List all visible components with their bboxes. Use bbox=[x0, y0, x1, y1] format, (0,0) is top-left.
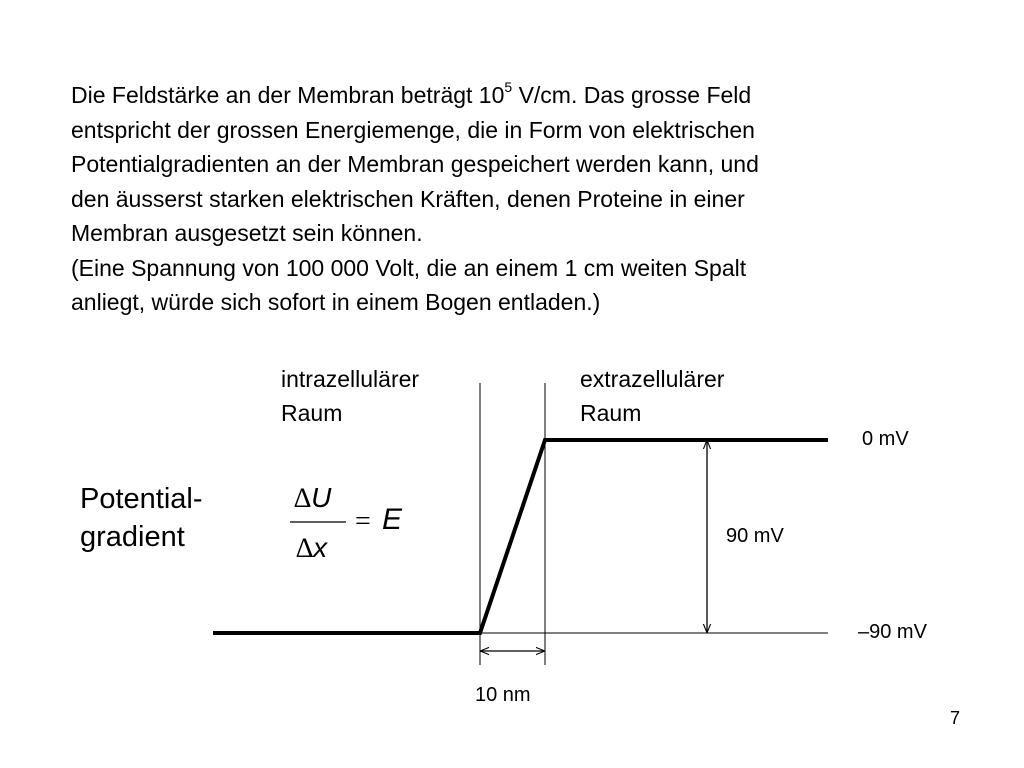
exponent: 5 bbox=[504, 79, 513, 96]
paragraph-line-1: Die Feldstärke an der Membran beträgt $10^5$ V/cm. Das grosse Feld bbox=[71, 79, 752, 108]
potential-gradient-label: Potential- gradient bbox=[80, 483, 203, 553]
paragraph-line-2: entspricht der grossen Energiemenge, die in Form von elektrischen bbox=[71, 116, 755, 143]
paragraph-line-4: den äusserst starken elektrischen Kräften, denen Proteine in einer bbox=[71, 185, 745, 212]
intracellular-label: intrazellulärer Raum bbox=[281, 366, 420, 426]
extracellular-label: extrazellulärer Raum bbox=[580, 366, 725, 426]
paragraph-line-5: Membran ausgesetzt sein können. bbox=[71, 220, 423, 246]
formula-result: E bbox=[382, 503, 403, 536]
formula-numerator: ∆U bbox=[294, 482, 332, 514]
difference-label: 90 mV bbox=[726, 525, 784, 547]
page-number: 7 bbox=[950, 708, 961, 728]
paragraph-line-3: Potentialgradienten an der Membran gespeichert werden kann, und bbox=[71, 151, 759, 177]
formula-equals: = bbox=[355, 506, 371, 537]
bottom-potential-label: –90 mV bbox=[858, 621, 927, 643]
formula-denominator: ∆x bbox=[296, 532, 328, 564]
paragraph-line-6: (Eine Spannung von 100 000 Volt, die an einem 1 cm weiten Spalt bbox=[71, 254, 747, 281]
membrane-width-label: 10 nm bbox=[475, 684, 531, 706]
top-potential-label: 0 mV bbox=[862, 428, 909, 450]
paragraph-line-7: anliegt, würde sich sofort in einem Bogen entladen.) bbox=[71, 289, 601, 315]
